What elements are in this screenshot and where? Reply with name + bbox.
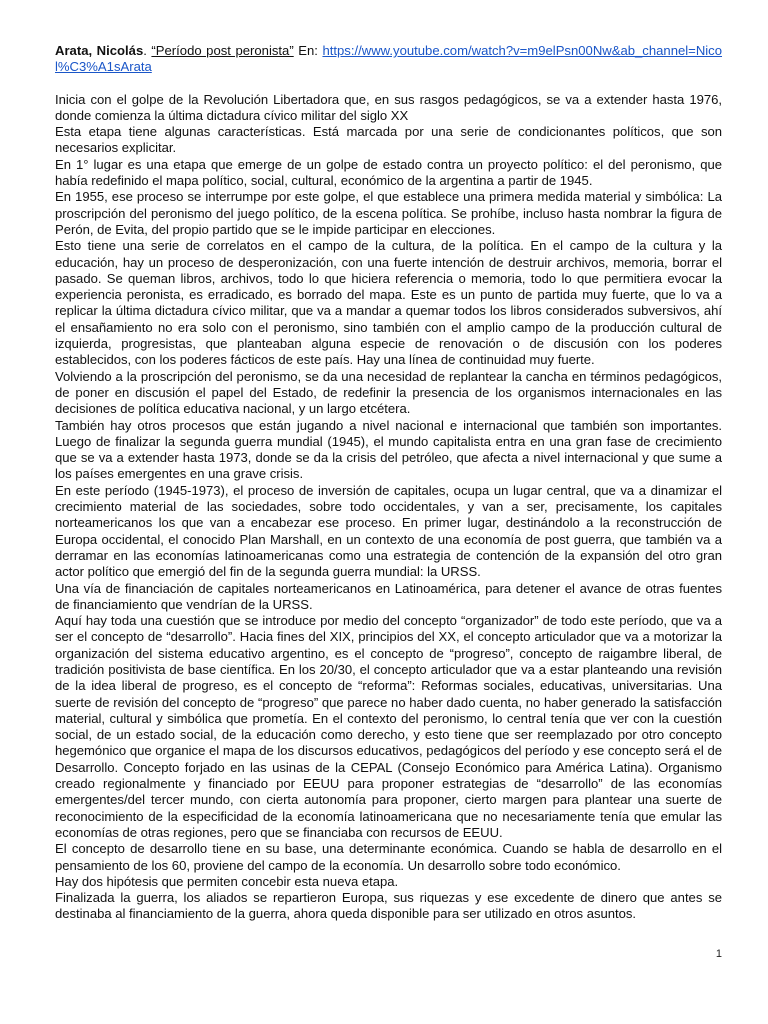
paragraph: En 1° lugar es una etapa que emerge de un golpe de estado contra un proyecto político: el del peronismo, que había redefinido el mapa político, social, cultural, económico de la argentina a partir de 1945. [55,156,722,189]
page-number: 1 [715,948,722,960]
paragraph: Esta etapa tiene algunas características. Está marcada por una serie de condicionantes políticos, que son necesarios explicitar. [55,124,722,156]
paragraph: Esto tiene una serie de correlatos en el campo de la cultura, de la política. En el campo de la cultura y la educación, hay un proceso de desperonización, con una fuerte intención de destruir archivos, memoria, borrar el pasado. Se queman libros, archivos, todo lo que hiciera referencia o memoria, todo lo que permitiera evocar la experiencia peronista, es erradicado, es borrado del mapa. Este es un punto de partida muy fuerte, que lo va a replicar la última dictadura cívico militar, que va a mandar a quemar todos los libros considerados subversivos, ahí el ensañamiento no era solo con el peronismo, sino también con el amplio campo de la producción cultural de izquierda, progresistas, que planteaban alguna especie de renovación o de discusión con los poderes establecidos, con los poderes fácticos de este país. Hay una línea de continuidad muy fuerte. [55,238,722,368]
paragraph: Finalizada la guerra, los aliados se repartieron Europa, sus riquezas y ese excedente de dinero que antes se destinaba al financiamiento de la guerra, ahora queda disponible para ser utilizado en otros asuntos. [55,890,722,922]
paragraph: Inicia con el golpe de la Revolución Libertadora que, en sus rasgos pedagógicos, se va a extender hasta 1976, donde comienza la última dictadura cívico militar del siglo XX [55,91,722,123]
document-page [55,43,722,923]
work-title: “Período post peronista” [151,43,294,58]
citation-header [55,43,722,76]
paragraph: En 1955, ese proceso se interrumpe por este golpe, el que establece una primera medida material y simbólica: La proscripción del peronismo del juego político, de la escena política. Se prohíbe, incluso hasta nombrar la figura de Perón, de Evita, del propio partido que se le impide participar en elecciones. [55,189,722,237]
paragraph: El concepto de desarrollo tiene en su base, una determinante económica. Cuando se habla de desarrollo en el pensamiento de los 60, proviene del campo de la economía. Un desarrollo sobre todo económico. [55,841,722,873]
body-text [55,92,722,923]
spacer [55,76,722,92]
paragraph: Una vía de financiación de capitales norteamericanos en Latinoamérica, para detener el avance de otras fuentes de financiamiento que vendrían de la URSS. [55,580,722,612]
source-link[interactable]: https://www.youtube.com/watch?v=m9elPsn00Nw&ab_channel=Nicol%C3%A1sArata [55,43,723,75]
paragraph: En este período (1945-1973), el proceso de inversión de capitales, ocupa un lugar central, que va a dinamizar el crecimiento material de las sociedades, sobre todo occidentales, y van a ser, precisamente, los capitales norteamericanos los que van a encabezar ese proceso. En primer lugar, destinándolo a la reconstrucción de Europa occidental, el conocido Plan Marshall, en un contexto de una economía de post guerra, que también va a derramar en las economías latinoamericanas como una estrategia de contención de la expansión del otro gran actor político que emergió del fin de la segunda guerra mundial: la URSS. [55,482,722,580]
paragraph: Hay dos hipótesis que permiten concebir esta nueva etapa. [55,873,399,889]
paragraph: Aquí hay toda una cuestión que se introduce por medio del concepto “organizador” de todo este período, que va a ser el concepto de “desarrollo”. Hacia fines del XIX, principios del XX, el concepto articulador que va a motorizar la organización del sistema educativo argentino, es el concepto de “progreso”, concepto de raigambre liberal, de tradición positivista de base científica. En los 20/30, el concepto articulador que va a estar planteando una revisión de la idea liberal de progreso, es el concepto de “reforma”: Reformas sociales, educativas, universitarias. Una suerte de revisión del concepto de “progreso” que parece no haber dado cuenta, no haber generado la satisfacción material, cultural y simbólica que prometía. En el contexto del peronismo, lo central tenía que ver con la cuestión social, de un estado social, de la educación como derecho, y esto tiene que ser reemplazado por otro concepto hegemónico que organice el mapa de los discursos educativos, pedagógicos del período y ese concepto será el de Desarrollo. Concepto forjado en las usinas de la CEPAL (Consejo Económico para América Latina). Organismo creado regionalmente y financiado por EEUU para proponer estrategias de “desarrollo” de las economías emergentes/del tercer mundo, con cierta autonomía para proponer, cierto margen para plantear una suerte de reconocimiento de la especificidad de la economía latinoamericana que no necesariamente tenía que emular las economías de otras regiones, pero que se financiaba con recursos de EEUU. [55,613,722,840]
author-separator: . [143,43,152,58]
source-connector: En: [293,43,323,58]
author-name: Arata, Nicolás [55,43,144,58]
paragraph: Volviendo a la proscripción del peronismo, se da una necesidad de replantear la cancha en términos pedagógicos, de poner en discusión el papel del Estado, de redefinir la presencia de los organismos internacionales en las decisiones de política educativa nacional, y un largo etcétera. [55,368,722,417]
paragraph: También hay otros procesos que están jugando a nivel nacional e internacional que también son importantes. Luego de finalizar la segunda guerra mundial (1945), el mundo capitalista entra en una gran fase de crecimiento que se va a extender hasta 1973, donde se da la crisis del petróleo, que afecta a nivel internacional y que sume a los países emergentes en una grave crisis. [55,417,722,482]
